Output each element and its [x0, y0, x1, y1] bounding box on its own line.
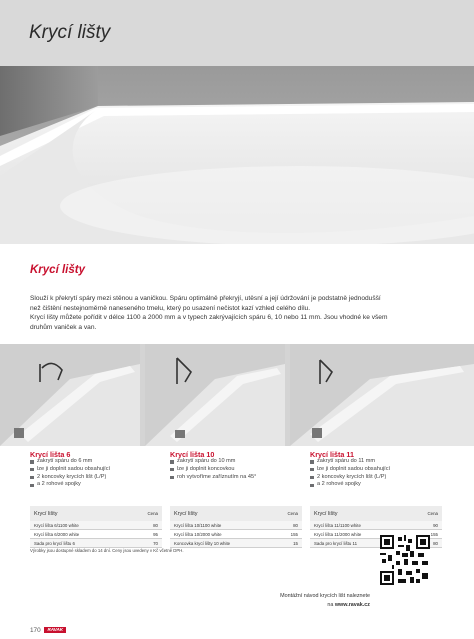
product-price: 155	[272, 530, 302, 539]
product-price: 15	[272, 539, 302, 548]
bullet-item: a 2 rohové spojky	[30, 481, 110, 489]
table-row	[170, 521, 302, 530]
bullet-item: zakrytí spáru do 6 mm	[30, 458, 110, 466]
intro-text	[30, 294, 448, 332]
bullet-item: zakrytí spáru do 10 mm	[170, 458, 256, 466]
table-row	[170, 539, 302, 548]
bullet-item: lze ji doplnit sadou obsahující	[310, 466, 390, 474]
product-bullets-lista-6	[30, 458, 110, 489]
product-name: Krycí lišta 10/2000 white	[170, 530, 272, 539]
montage-instructions	[280, 592, 370, 610]
table-header: Krycí lišty	[310, 506, 409, 521]
product-name: Sada pro krycí lištu 6	[30, 539, 128, 548]
product-photo-lista-10	[145, 344, 285, 446]
intro-line: než čištění nestejnoměrně naneseného tmelu, který po usazení nečistot kazí vzhled celého dílu.	[30, 304, 311, 312]
bullet-item: a 2 rohové spojky	[310, 481, 390, 489]
table-price-header: Cena	[409, 506, 442, 521]
intro-line: Krycí lišty můžete pořídit v délce 1100 a 2000 mm a v typech zakrývajících spáru 6, 10 nebo 11 mm. Jsou vhodné ke všem	[30, 314, 388, 322]
table-row	[30, 539, 162, 548]
product-name: Krycí lišta 11/1100 white	[310, 521, 409, 530]
qr-code-icon[interactable]	[380, 535, 430, 585]
product-title-lista-6: Krycí lišta 6	[30, 450, 71, 459]
bullet-item: 2 koncovky krycích lišt (L/P)	[30, 474, 110, 482]
product-name: Krycí lišta 6/2000 white	[30, 530, 128, 539]
bullet-item: lze ji doplnit koncovkou	[170, 466, 256, 474]
table-row	[310, 521, 442, 530]
product-photo-lista-11	[290, 344, 474, 446]
table-price-header: Cena	[128, 506, 162, 521]
product-title-lista-11: Krycí lišta 11	[310, 450, 354, 459]
product-price: 155	[409, 530, 442, 539]
price-table-lista-6	[30, 506, 162, 548]
page-number: 170	[30, 627, 41, 634]
product-price: 70	[128, 539, 162, 548]
product-price: 80	[409, 539, 442, 548]
page-footer	[30, 627, 66, 634]
ravak-logo: RAVAK	[44, 627, 66, 633]
page-header	[0, 0, 474, 66]
table-header: Krycí lišty	[170, 506, 272, 521]
section-title: Krycí lišty	[30, 264, 85, 276]
product-name: Krycí lišta 11/2000 white	[310, 530, 409, 539]
product-name: Krycí lišta 10/1100 white	[170, 521, 272, 530]
product-photo-lista-6	[0, 344, 140, 446]
hero-image-bathtub	[0, 66, 474, 244]
table-row	[30, 521, 162, 530]
product-bullets-lista-10	[170, 458, 256, 481]
product-price: 80	[272, 521, 302, 530]
availability-footnote: Výrobky jsou dostupné skladem do 14 dní. Ceny jsou uvedeny v Kč včetně DPH.	[30, 548, 184, 553]
product-price: 90	[409, 521, 442, 530]
product-price: 80	[128, 521, 162, 530]
intro-line: Slouží k překrytí spáry mezi stěnou a vaničkou. Spáru optimálně překryjí, utěsní a její údržování je podstatně jednodušší	[30, 295, 381, 302]
bullet-item: zakrytí spáru do 11 mm	[310, 458, 390, 466]
intro-line: druhům vaniček a van.	[30, 323, 97, 331]
product-photo-band	[0, 344, 474, 446]
montage-link-line	[280, 601, 370, 610]
table-row	[170, 530, 302, 539]
product-bullets-lista-11	[310, 458, 390, 489]
price-table-lista-10	[170, 506, 302, 548]
bullet-item: roh vytvoříme zaříznutím na 45°	[170, 474, 256, 482]
bullet-item: 2 koncovky krycích lišt (L/P)	[310, 474, 390, 482]
product-title-lista-10: Krycí lišta 10	[170, 450, 215, 459]
montage-text: Montážní návod krycích lišt naleznete	[280, 593, 370, 599]
website-link[interactable]: www.ravak.cz	[334, 602, 370, 608]
table-price-header: Cena	[272, 506, 302, 521]
table-row	[30, 530, 162, 539]
table-header: Krycí lišty	[30, 506, 128, 521]
product-name: Krycí lišta 6/1100 white	[30, 521, 128, 530]
bullet-item: lze ji doplnit sadou obsahující	[30, 466, 110, 474]
product-name: Sada pro krycí lištu 11	[310, 539, 409, 548]
page-title: Krycí lišty	[29, 22, 111, 43]
product-name: Koncovka krycí lišty 10 white	[170, 539, 272, 548]
montage-prefix: na	[327, 602, 335, 608]
product-price: 95	[128, 530, 162, 539]
